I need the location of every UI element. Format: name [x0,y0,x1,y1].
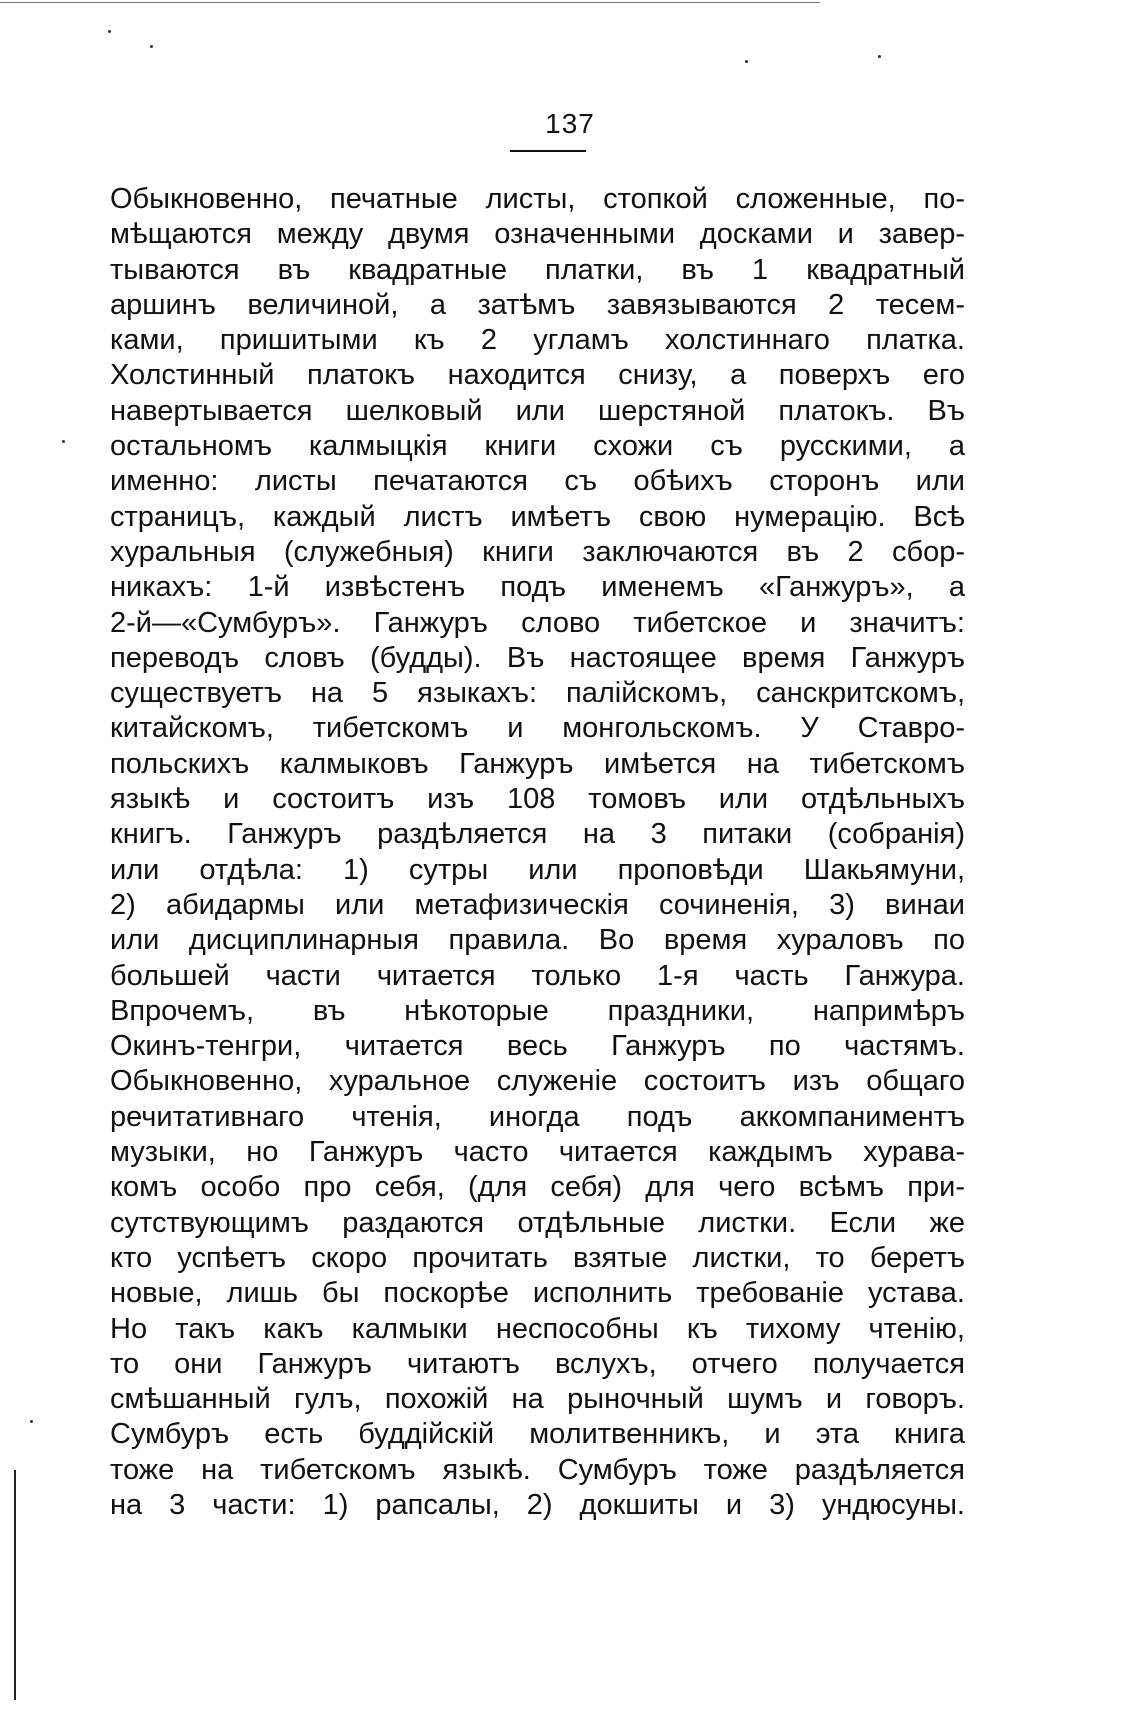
text-line: то они Ганжуръ читаютъ вслухъ, отчего получается [110,1347,965,1380]
text-line: Холстинный платокъ находится снизу, а поверхъ его [110,359,965,392]
text-line: речитативнаго чтенія, иногда подъ аккомпаниментъ [110,1100,965,1133]
text-line: существуетъ на 5 языкахъ: палійскомъ, санскритскомъ, [110,677,965,710]
text-line: на 3 части: 1) рапсалы, 2) докшиты и 3) ундюсуны. [110,1488,965,1521]
text-line: большей части читается только 1-я часть Ганжура. [110,959,965,992]
scan-speck [878,55,881,58]
text-line: хуральныя (служебныя) книги заключаются въ 2 сбор- [110,535,965,568]
text-line: остальномъ калмыцкія книги схожи съ русскими, а [110,430,965,463]
scan-speck [30,1420,33,1423]
text-line: никахъ: 1-й извѣстенъ подъ именемъ «Ганжуръ», а [110,571,965,604]
text-line: тоже на тибетскомъ языкѣ. Сумбуръ тоже раздѣляется [110,1453,965,1486]
text-line: Окинъ-тенгри, читается весь Ганжуръ по частямъ. [110,1030,965,1063]
body-text [110,182,965,1523]
text-line: или отдѣла: 1) сутры или проповѣди Шакьямуни, [110,853,965,886]
text-line: комъ особо про себя, (для себя) для чего всѣмъ при- [110,1171,965,1204]
text-line: сутствующимъ раздаются отдѣльные листки. Если же [110,1206,965,1239]
text-line: тываются въ квадратные платки, въ 1 квадратный [110,253,965,286]
text-line: именно: листы печатаются съ обѣихъ сторонъ или [110,465,965,498]
text-line: Обыкновенно, хуральное служеніе состоитъ изъ общаго [110,1065,965,1098]
text-line: или дисциплинарныя правила. Во время хураловъ по [110,924,965,957]
text-line: музыки, но Ганжуръ часто читается каждымъ хурава- [110,1136,965,1169]
text-line: 2-й—«Сумбуръ». Ганжуръ слово тибетское и значитъ: [110,606,965,639]
text-line: языкѣ и состоитъ изъ 108 томовъ или отдѣльныхъ [110,783,965,816]
scan-speck [62,440,65,443]
text-line: новые, лишь бы поскорѣе исполнить требованіе устава. [110,1277,965,1310]
text-line: страницъ, каждый листъ имѣетъ свою нумерацію. Всѣ [110,500,965,533]
scan-speck [745,60,748,63]
text-line: Сумбуръ есть буддійскій молитвенникъ, и эта книга [110,1418,965,1451]
scan-speck [150,45,153,48]
text-line: кто успѣетъ скоро прочитать взятые листки, то беретъ [110,1241,965,1274]
text-line: смѣшанный гулъ, похожій на рыночный шумъ и говоръ. [110,1383,965,1416]
text-line: переводъ словъ (будды). Въ настоящее время Ганжуръ [110,641,965,674]
text-line: ками, пришитыми къ 2 угламъ холстиннаго платка. [110,324,965,357]
text-line: 2) абидармы или метафизическія сочиненія, 3) винаи [110,888,965,921]
text-line: мѣщаются между двумя означенными досками и завер- [110,218,965,251]
text-line: польскихъ калмыковъ Ганжуръ имѣется на тибетскомъ [110,747,965,780]
text-line: аршинъ величиной, а затѣмъ завязываются 2 тесем- [110,288,965,321]
text-line: китайскомъ, тибетскомъ и монгольскомъ. У Ставро- [110,712,965,745]
page-number-underline [510,150,586,152]
text-line: Обыкновенно, печатные листы, стопкой сложенные, по- [110,183,965,215]
text-line: Впрочемъ, въ нѣкоторые праздники, напримѣръ [110,994,965,1027]
text-line: Но такъ какъ калмыки неспособны къ тихому чтенію, [110,1312,965,1345]
text-line: книгъ. Ганжуръ раздѣляется на 3 питаки (собранія) [110,818,965,851]
text-line: навертывается шелковый или шерстяной платокъ. Въ [110,394,965,427]
scan-top-edge [0,2,820,3]
page-number: 137 [545,108,595,139]
scan-speck [108,30,111,33]
scan-edge-mark [14,1470,16,1700]
